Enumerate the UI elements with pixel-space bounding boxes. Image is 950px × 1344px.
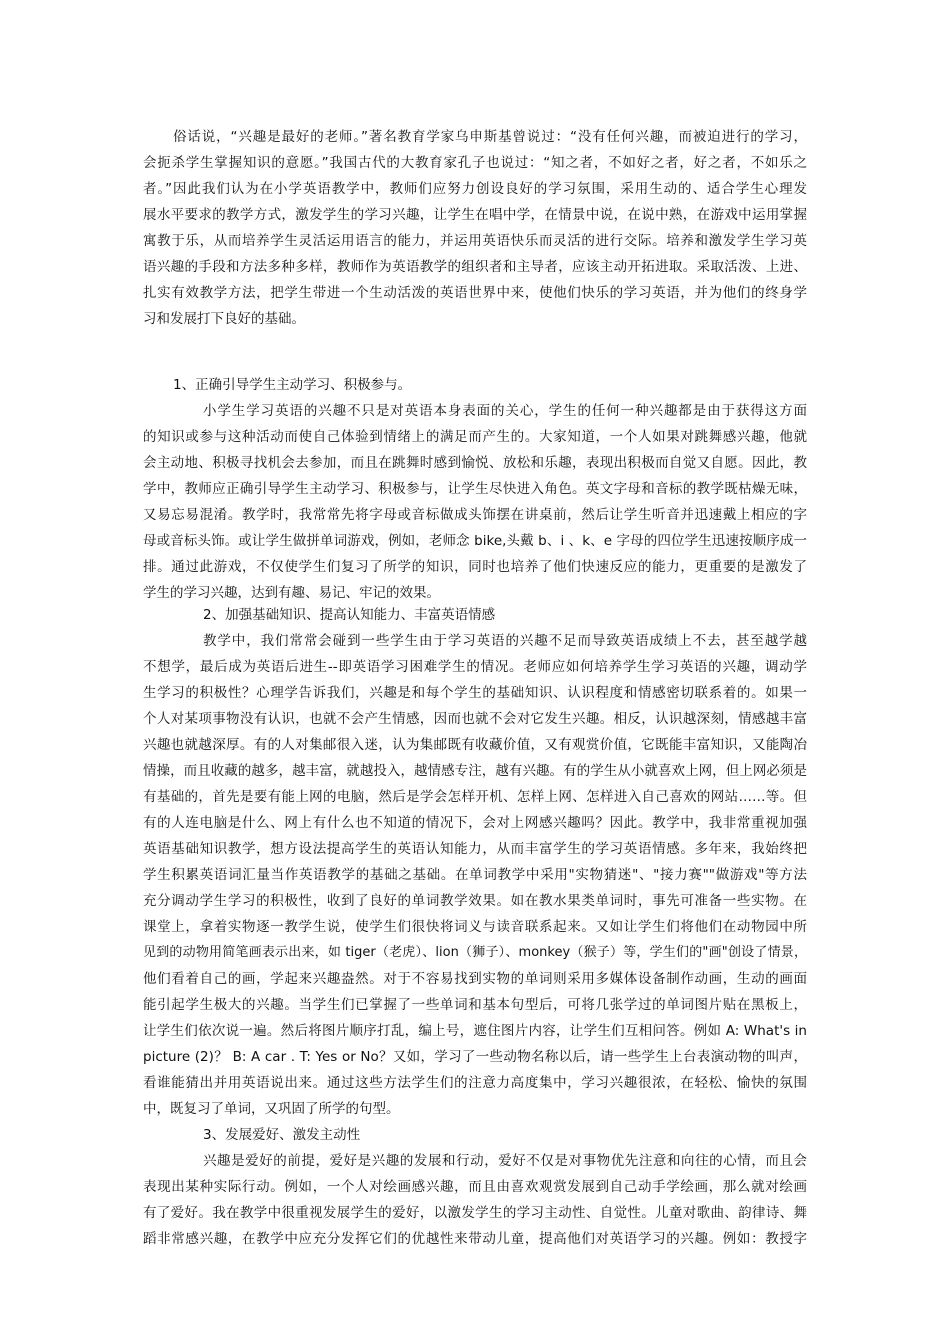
text-line: 语兴趣的手段和方法多种多样，教师作为英语教学的组织者和主导者，应该主动开拓进取。采取活泼、上进、 (143, 259, 807, 275)
text-line: 让学生们依次说一遍。然后将图片顺序打乱，编上号，遮住图片内容，让学生们互相问答。例如 A: What's in (143, 1023, 807, 1039)
text-line: 排。通过此游戏，不仅使学生们复习了所学的知识，同时也培养了他们快速反应的能力，更重要的是激发了 (143, 559, 807, 575)
text-line: 中，既复习了单词，又巩固了所学的句型。 (143, 1101, 400, 1117)
text-line: 者。”因此我们认为在小学英语教学中，教师们应努力创设良好的学习氛围，采用生动的、适合学生心理发 (143, 181, 807, 197)
text-line: 表现出某种实际行动。例如，一个人对绘画感兴趣，而且由喜欢观赏发展到自己动手学绘画，那么就对绘画 (143, 1179, 807, 1195)
text-line: picture (2)？ B: A car . T: Yes or No？又如，学习了一些动物名称以后，请一些学生上台表演动物的叫声， (143, 1049, 807, 1065)
text-line: 小学生学习英语的兴趣不只是对英语本身表面的关心，学生的任何一种兴趣都是由于获得这方面 (203, 403, 807, 419)
text-line: 会扼杀学生掌握知识的意愿。”我国古代的大教育家孔子也说过：“知之者，不如好之者，好之者，不如乐之 (143, 155, 807, 171)
text-line: 情操，而且收藏的越多，越丰富，就越投入，越情感专注，越有兴趣。有的学生从小就喜欢上网，但上网必须是 (143, 763, 807, 779)
text-line: 不想学，最后成为英语后进生--即英语学习困难学生的情况。老师应如何培养学生学习英语的兴趣，调动学 (143, 659, 807, 675)
text-line: 会主动地、积极寻找机会去参加，而且在跳舞时感到愉悦、放松和乐趣，表现出积极而自觉又自愿。因此，教 (143, 455, 807, 471)
text-line: 扎实有效教学方法，把学生带进一个生动活泼的英语世界中来，使他们快乐的学习英语，并为他们的终身学 (143, 285, 807, 301)
text-line: 俗话说，“兴趣是最好的老师。”著名教育学家乌申斯基曾说过：“没有任何兴趣，而被迫进行的学习， (173, 129, 807, 145)
text-line: 英语基础知识教学，想方设法提高学生的英语认知能力，从而丰富学生的学习英语情感。多年来，我始终把 (143, 841, 807, 857)
section-heading-2: 2、加强基础知识、提高认知能力、丰富英语情感 (203, 607, 496, 623)
text-line: 又易忘易混淆。教学时，我常常先将字母或音标做成头饰摆在讲桌前，然后让学生听音并迅速戴上相应的字 (143, 507, 807, 523)
text-line: 习和发展打下良好的基础。 (143, 311, 305, 327)
text-line: 学中，教师应正确引导学生主动学习、积极参与，让学生尽快进入角色。英文字母和音标的教学既枯燥无味， (143, 481, 807, 497)
text-line: 个人对某项事物没有认识，也就不会产生情感，因而也就不会对它发生兴趣。相反，认识越深刻，情感越丰富 (143, 711, 807, 727)
text-line: 有的人连电脑是什么、网上有什么也不知道的情况下，会对上网感兴趣吗？因此。教学中，我非常重视加强 (143, 815, 807, 831)
text-line: 看谁能猜出并用英语说出来。通过这些方法学生们的注意力高度集中，学习兴趣很浓，在轻松、愉快的氛围 (143, 1075, 807, 1091)
section-heading-1: 1、正确引导学生主动学习、积极参与。 (173, 377, 412, 393)
text-line: 他们看着自己的画，学起来兴趣盎然。对于不容易找到实物的单词则采用多媒体设备制作动画，生动的画面 (143, 971, 807, 987)
text-line: 兴趣也就越深厚。有的人对集邮很入迷，认为集邮既有收藏价值，又有观赏价值，它既能丰富知识，又能陶冶 (143, 737, 807, 753)
text-line: 能引起学生极大的兴趣。当学生们已掌握了一些单词和基本句型后，可将几张学过的单词图片贴在黑板上， (143, 997, 807, 1013)
text-line: 有了爱好。我在教学中很重视发展学生的爱好，以激发学生的学习主动性、自觉性。儿童对歌曲、韵律诗、舞 (143, 1205, 807, 1221)
section-heading-3: 3、发展爱好、激发主动性 (203, 1127, 361, 1143)
text-line: 教学中，我们常常会碰到一些学生由于学习英语的兴趣不足而导致英语成绩上不去，甚至越学越 (203, 633, 807, 649)
text-line: 见到的动物用简笔画表示出来，如 tiger（老虎）、lion（狮子）、monkey（猴子）等，学生们的"画"创设了情景， (143, 945, 807, 960)
text-line: 生学习的积极性？心理学告诉我们，兴趣是和每个学生的基础知识、认识程度和情感密切联系着的。如果一 (143, 685, 807, 701)
text-line: 学生的学习兴趣，达到有趣、易记、牢记的效果。 (143, 585, 440, 601)
text-line: 课堂上，拿着实物逐一教学生说，使学生们很快将词义与读音联系起来。又如让学生们将他们在动物园中所 (143, 919, 807, 935)
text-line: 兴趣是爱好的前提，爱好是兴趣的发展和行动，爱好不仅是对事物优先注意和向往的心情，而且会 (203, 1153, 807, 1169)
text-line: 的知识或参与这种活动而使自己体验到情绪上的满足而产生的。大家知道，一个人如果对跳舞感兴趣，他就 (143, 429, 807, 445)
text-line: 有基础的，首先是要有能上网的电脑，然后是学会怎样开机、怎样上网、怎样进入自己喜欢的网站……等。但 (143, 789, 807, 805)
text-line: 蹈非常感兴趣，在教学中应充分发挥它们的优越性来带动儿童，提高他们对英语学习的兴趣。例如：教授字 (143, 1231, 807, 1247)
text-line: 充分调动学生学习的积极性，收到了良好的单词教学效果。如在教水果类单词时，事先可准备一些实物。在 (143, 893, 807, 909)
text-line: 寓教于乐，从而培养学生灵活运用语言的能力，并运用英语快乐而灵活的进行交际。培养和激发学生学习英 (143, 233, 807, 249)
text-line: 学生积累英语词汇量当作英语教学的基础之基础。在单词教学中采用"实物猜迷"、"接力赛""做游戏"等方法 (143, 867, 807, 883)
text-line: 母或音标头饰。或让学生做拼单词游戏，例如，老师念 bike,头戴 b、i 、k、e 字母的四位学生迅速按顺序成一 (143, 533, 807, 549)
text-line: 展水平要求的教学方式，激发学生的学习兴趣，让学生在唱中学，在情景中说，在说中熟，在游戏中运用掌握 (143, 207, 807, 223)
